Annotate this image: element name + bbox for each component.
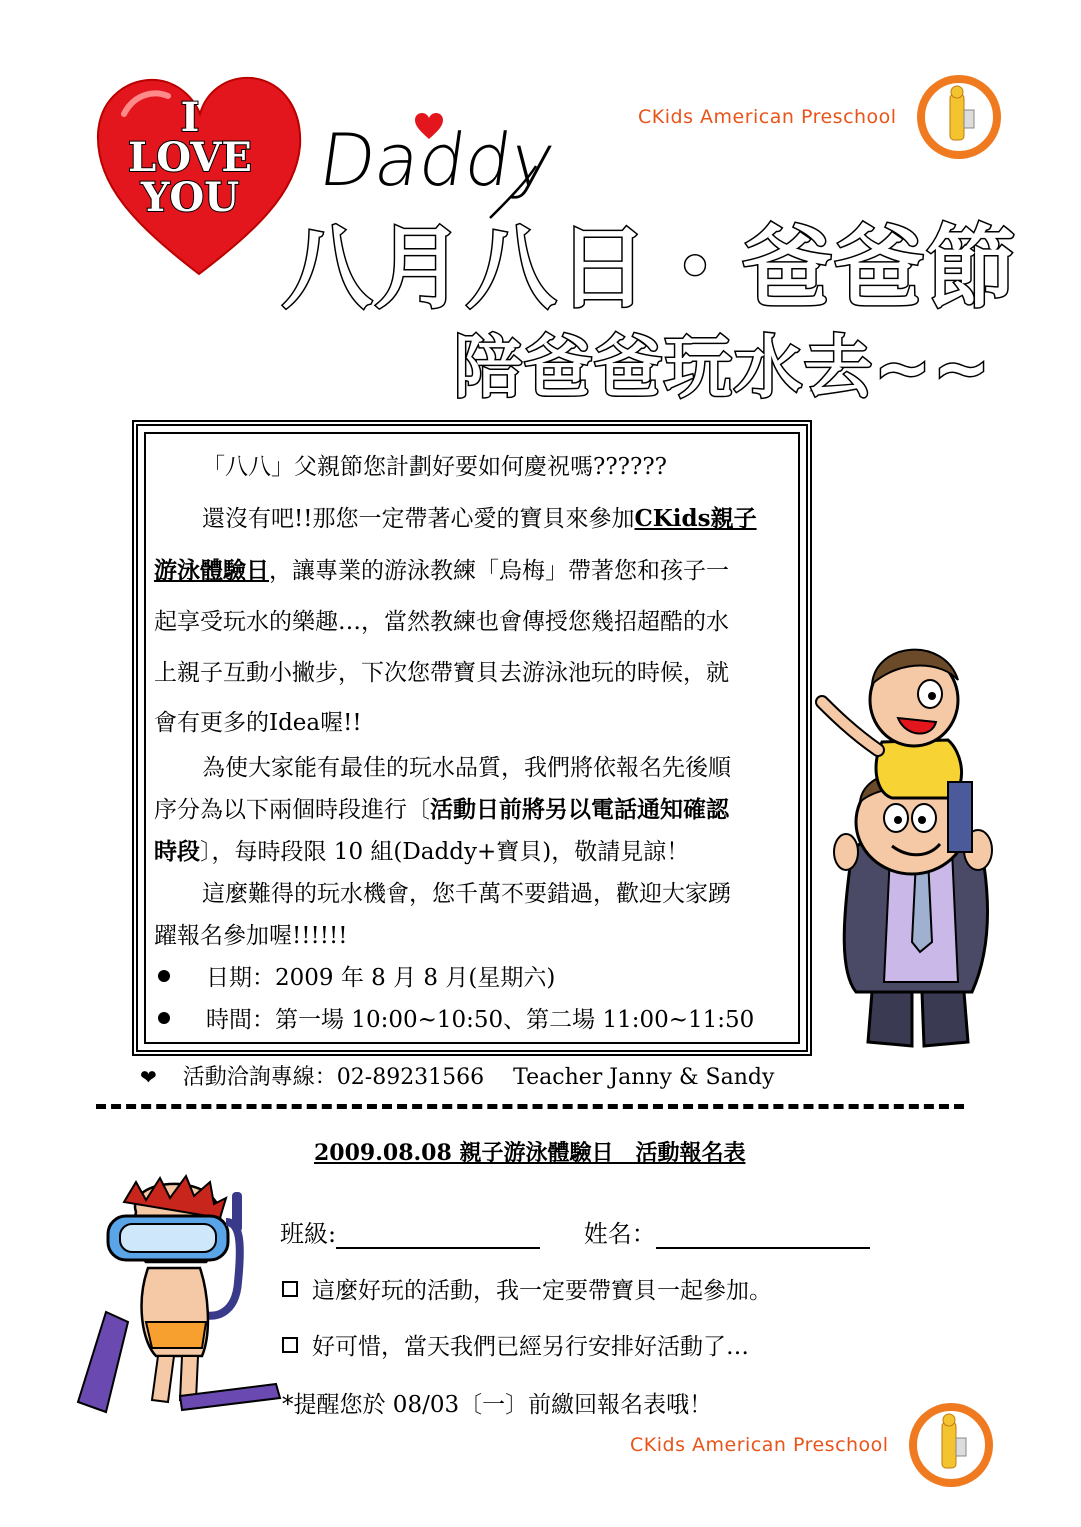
option-yes-label: 這麼好玩的活動，我一定要帶寶貝一起參加。: [312, 1278, 772, 1304]
reminder-text: *提醒您於 08/03〔一〕前繳回報名表哦！: [282, 1392, 713, 1418]
intro-p3-line3: 時段〕，每時段限 10 組(Daddy+寶貝)，敬請見諒！: [154, 838, 690, 865]
contact-line: ❤ 活動洽詢專線：02-89231566 Teacher Janny & Sandy: [140, 1065, 775, 1090]
page-subtitle: 陪爸爸玩水去~~: [454, 329, 992, 408]
school-logo-icon: [906, 1400, 996, 1490]
daddy-script: Daddy: [314, 118, 560, 202]
intro-p2-line3: 起享受玩水的樂趣…，當然教練也會傳授您幾招超酷的水: [154, 609, 729, 635]
page-title: 八月八日・爸爸節: [282, 216, 1018, 321]
name-field[interactable]: [656, 1219, 870, 1249]
class-field[interactable]: [336, 1219, 540, 1249]
snorkel-boy-illustration: [76, 1172, 282, 1418]
name-label: 姓名：: [583, 1220, 656, 1248]
date-item: 日期：2009 年 8 月 8 月(星期六): [154, 957, 757, 999]
intro-p4-line1: 這麼難得的玩水機會，您千萬不要錯過，歡迎大家踴: [202, 881, 731, 907]
daddy-tail: [486, 162, 546, 222]
class-field-row: [280, 1214, 870, 1249]
father-son-illustration: [812, 622, 998, 1054]
heart-text: I LOVE YOU: [128, 94, 252, 221]
intro-p4-line2: 躍報名參加喔!!!!!!: [154, 923, 348, 949]
cut-line: [96, 1104, 964, 1109]
bullet-dot-icon: [158, 1012, 170, 1024]
bullet-dot-icon: [158, 970, 170, 982]
intro-p2-line2: 游泳體驗日，讓專業的游泳教練「烏梅」帶著您和孩子一: [154, 557, 729, 584]
option-no-row: [282, 1328, 749, 1361]
event-name-part2: 游泳體驗日: [154, 557, 269, 584]
option-no-label: 好可惜，當天我們已經另行安排好活動了…: [312, 1334, 749, 1360]
form-title: 2009.08.08 親子游泳體驗日 活動報名表: [314, 1140, 746, 1166]
intro-p2-line1: 還沒有吧!!那您一定帶著心愛的寶貝來參加CKids親子: [202, 505, 757, 532]
event-name-part1: CKids親子: [634, 505, 757, 532]
heart-bullet-icon: ❤: [140, 1065, 157, 1089]
option-yes-row: [282, 1272, 772, 1305]
option-yes-checkbox[interactable]: [282, 1281, 298, 1297]
intro-p2-line4: 上親子互動小撇步，下次您帶寶貝去游泳池玩的時候，就: [154, 660, 729, 686]
intro-p3-line1: 為使大家能有最佳的玩水品質，我們將依報名先後順: [202, 755, 731, 781]
option-no-checkbox[interactable]: [282, 1337, 298, 1353]
intro-p2-line5: 會有更多的Idea喔!!: [154, 710, 362, 736]
intro-p3-line2: 序分為以下兩個時段進行〔活動日前將另以電話通知確認: [154, 796, 729, 823]
time-item: 時間：第一場 10:00~10:50、第二場 11:00~11:50: [154, 999, 757, 1041]
school-brand-top: CKids American Preschool: [638, 106, 897, 128]
school-logo-icon: [914, 72, 1004, 162]
class-label: 班級:: [280, 1220, 337, 1248]
intro-p1: 「八八」父親節您計劃好要如何慶祝嗎??????: [202, 454, 667, 480]
intro-text: [154, 442, 757, 1041]
school-brand-bottom: CKids American Preschool: [630, 1434, 889, 1456]
